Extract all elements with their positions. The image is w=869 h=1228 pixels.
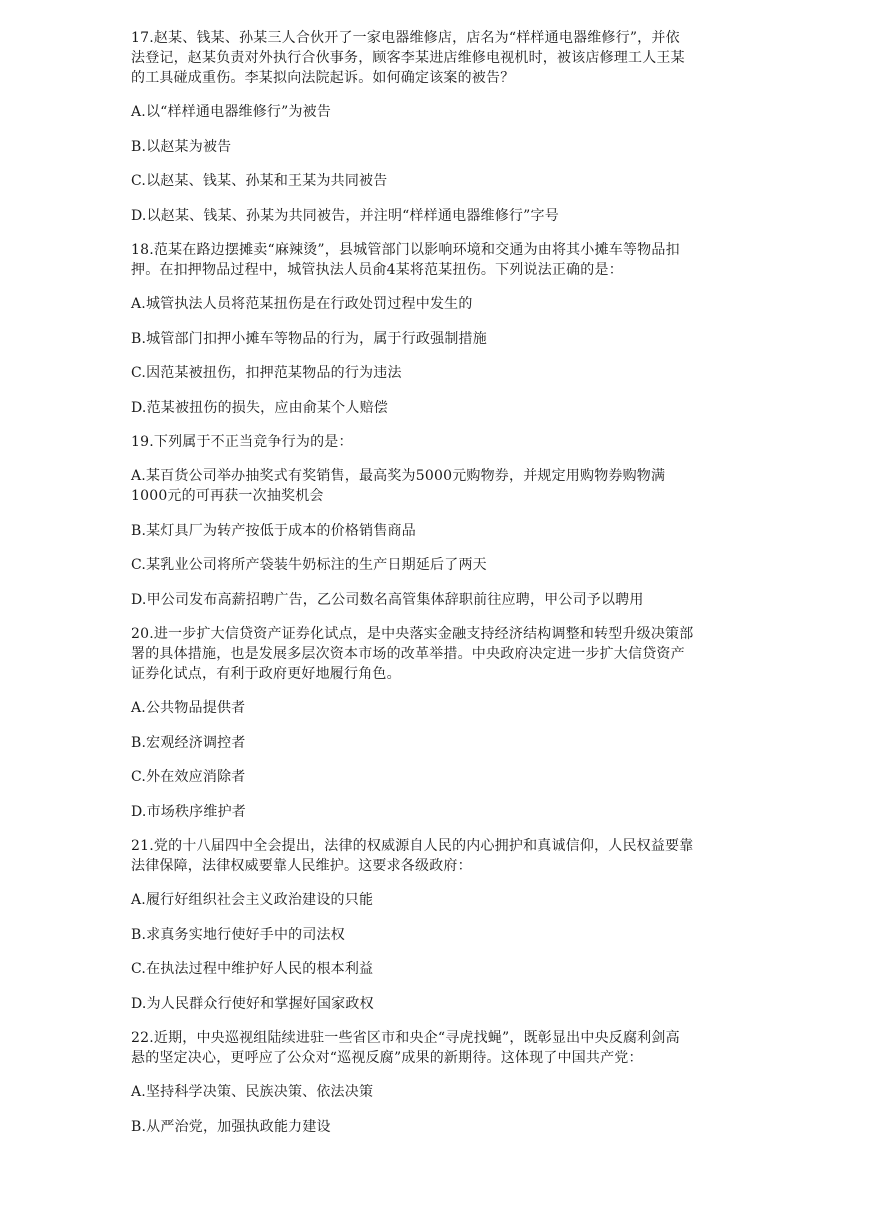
answer-option xyxy=(131,1117,741,1137)
question-stem-line: 证券化试点，有利于政府更好地履行角色。 xyxy=(131,666,401,682)
answer-option-line: D.甲公司发布高薪招聘广告，乙公司数名高管集体辞职前往应聘，甲公司予以聘用 xyxy=(131,591,644,608)
answer-option xyxy=(131,590,741,610)
answer-option-line: C.某乳业公司将所产袋装牛奶标注的生产日期延后了两天 xyxy=(131,557,487,573)
question-block xyxy=(131,240,741,418)
answer-option-line: A.公共物品提供者 xyxy=(131,700,246,716)
answer-option xyxy=(131,363,741,383)
answer-option-line: D.以赵某、钱某、孙某为共同被告，并注明“样样通电器维修行”字号 xyxy=(131,207,559,224)
question-stem-line: 法律保障，法律权威要靠人民维护。这要求各级政府： xyxy=(131,858,472,874)
answer-option-line: D.范某被扭伤的损失，应由俞某个人赔偿 xyxy=(131,399,388,416)
answer-option xyxy=(131,802,741,822)
question-stem xyxy=(131,240,741,280)
question-stem xyxy=(131,624,741,684)
question-stem-line: 的工具碰成重伤。李某拟向法院起诉。如何确定该案的被告？ xyxy=(131,70,515,86)
question-stem-line: 署的具体措施，也是发展多层次资本市场的改革举措。中央政府决定进一步扩大信贷资产 xyxy=(131,646,685,662)
question-stem-line: 法登记，赵某负责对外执行合伙事务，顾客李某进店维修电视机时，被该店修理工人王某 xyxy=(131,50,685,66)
answer-option xyxy=(131,171,741,191)
question-stem xyxy=(131,28,741,88)
answer-option xyxy=(131,466,741,506)
answer-option xyxy=(131,994,741,1014)
question-block xyxy=(131,432,741,610)
question-stem-line: 押。在扣押物品过程中，城管执法人员俞4某将范某扭伤。下列说法正确的是： xyxy=(131,262,623,278)
question-stem-line: 17.赵某、钱某、孙某三人合伙开了一家电器维修店，店名为“样样通电器维修行”，并依 xyxy=(131,30,680,46)
answer-option-line: A.坚持科学决策、民族决策、依法决策 xyxy=(131,1084,374,1100)
answer-option-line: A.以“样样通电器维修行”为被告 xyxy=(131,104,332,120)
question-stem-line: 22.近期，中央巡视组陆续进驻一些省区市和央企“寻虎找蝇”，既彰显出中央反腐利剑高 xyxy=(131,1030,680,1046)
answer-option xyxy=(131,1082,741,1102)
answer-option-line: B.求真务实地行使好手中的司法权 xyxy=(131,926,345,943)
answer-option xyxy=(131,698,741,718)
answer-option-line: B.以赵某为被告 xyxy=(131,138,232,155)
question-stem-line: 悬的坚定决心，更呼应了公众对“巡视反腐”成果的新期待。这体现了中国共产党： xyxy=(131,1050,643,1066)
answer-option-line: D.为人民群众行使好和掌握好国家政权 xyxy=(131,995,374,1012)
answer-option-line: 1000元的可再获一次抽奖机会 xyxy=(131,488,324,504)
question-stem xyxy=(131,836,741,876)
answer-option-line: C.在执法过程中维护好人民的根本利益 xyxy=(131,961,374,977)
question-block xyxy=(131,624,741,822)
answer-option-line: D.市场秩序维护者 xyxy=(131,803,246,820)
answer-option xyxy=(131,102,741,122)
question-stem-line: 20.进一步扩大信贷资产证券化试点，是中央落实金融支持经济结构调整和转型升级决策部 xyxy=(131,626,694,642)
answer-option xyxy=(131,959,741,979)
question-stem-line: 21.党的十八届四中全会提出，法律的权威源自人民的内心拥护和真诚信仰，人民权益要靠 xyxy=(131,838,694,854)
answer-option-line: B.城管部门扣押小摊车等物品的行为，属于行政强制措施 xyxy=(131,330,487,347)
answer-option xyxy=(131,555,741,575)
answer-option-line: C.因范某被扭伤，扣押范某物品的行为违法 xyxy=(131,365,402,381)
answer-option xyxy=(131,890,741,910)
answer-option-line: A.某百货公司举办抽奖式有奖销售，最高奖为5000元购物券，并规定用购物券购物满 xyxy=(131,468,666,484)
answer-option-line: C.以赵某、钱某、孙某和王某为共同被告 xyxy=(131,173,388,189)
answer-option-line: C.外在效应消除者 xyxy=(131,769,246,785)
question-stem xyxy=(131,432,741,452)
answer-option xyxy=(131,521,741,541)
answer-option xyxy=(131,329,741,349)
answer-option xyxy=(131,733,741,753)
answer-option-line: A.履行好组织社会主义政治建设的只能 xyxy=(131,892,374,908)
answer-option xyxy=(131,137,741,157)
answer-option xyxy=(131,206,741,226)
answer-option-line: B.某灯具厂为转产按低于成本的价格销售商品 xyxy=(131,522,416,539)
answer-option xyxy=(131,925,741,945)
answer-option-line: B.宏观经济调控者 xyxy=(131,734,246,751)
answer-option xyxy=(131,294,741,314)
question-block xyxy=(131,28,741,226)
answer-option xyxy=(131,767,741,787)
question-stem-line: 19.下列属于不正当竞争行为的是： xyxy=(131,434,353,450)
document-page xyxy=(131,28,741,1151)
question-block xyxy=(131,1028,741,1137)
answer-option-line: B.从严治党，加强执政能力建设 xyxy=(131,1118,331,1135)
answer-option-line: A.城管执法人员将范某扭伤是在行政处罚过程中发生的 xyxy=(131,296,473,312)
answer-option xyxy=(131,398,741,418)
question-stem xyxy=(131,1028,741,1068)
question-stem-line: 18.范某在路边摆摊卖“麻辣烫”，县城管部门以影响环境和交通为由将其小摊车等物品扣 xyxy=(131,242,680,258)
question-block xyxy=(131,836,741,1014)
